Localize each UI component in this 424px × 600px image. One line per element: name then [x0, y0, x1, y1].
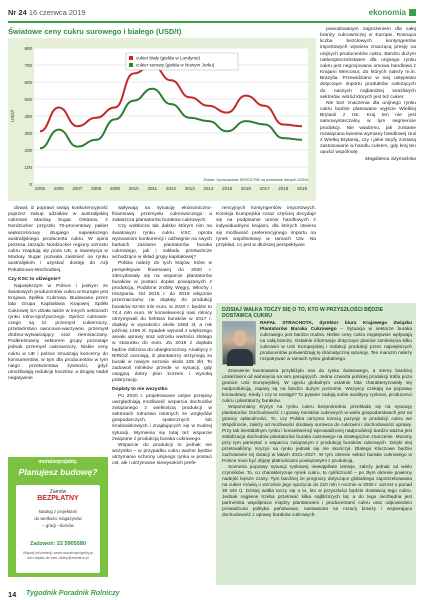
section-label	[369, 8, 416, 17]
y-tick-label: 800	[24, 46, 32, 51]
price-chart	[8, 38, 316, 201]
x-tick-label: 2019	[296, 186, 308, 191]
x-tick-label: 2013	[184, 186, 195, 191]
issue-number: Nr 24	[8, 8, 27, 17]
ad-card	[16, 485, 100, 573]
chart-title: Światowe ceny cukru surowego i białego (USD/t)	[8, 27, 182, 36]
ad-brand: muratorprojekty.	[38, 459, 78, 465]
x-tick-label: 2009	[109, 186, 120, 191]
paragraph: Zniesienie kwotowania przybliżyło nas do rynku światowego, a stemy bardziej uzależnieni od wahnięcia na nim panujących. Jedna czwarta polskiej produkcji trafia poza granice Unii Europejskiej. W ujęciu globalnym ostatnie lata charakteryzowały się nadprodukcją, zapasy są na bardzo dużym poziomie. Wszyscy czekają na poprawę koniunktury. Kiedy i czy to nastąpi? To pytanie zadają sobie analitycy rynkowi, producenci cukru i plantatorzy buraków.	[222, 369, 412, 404]
x-tick-label: 2005	[34, 186, 46, 191]
ad-offer-label: Zamów	[49, 489, 67, 495]
x-tick-label: 2014	[203, 186, 214, 191]
chart-source: Źródło: Opracowanie IERiGŻ-PIB na podstawie danych USDA	[203, 178, 308, 182]
ad-line: – gracji –domów	[42, 523, 74, 528]
x-tick-label: 2007	[72, 186, 83, 191]
paragraph: – Sytuacja w sektorze buraka cukrowego jest bardzo trudna. Niskie ceny cukru negatywnie wpływają na całą branżę. Ostatnie informacje dotyczące planów zamknięcia kilku cukrowni w Unii Europejskiej i redukcji produkcji przez największych producentów potwierdzają tę dramatyczną sytuację. Ten marazm należy rozpatrywać w ramach rynku globalnego.	[260, 327, 413, 362]
portrait-face	[233, 330, 247, 346]
chart-panel	[8, 38, 316, 201]
subheading: Czy KSC to ulżwignie?	[8, 276, 61, 282]
page-footer	[8, 590, 416, 599]
interviewee-name: RAFAŁ STRACHOTA, dyrektor biura Krajowego Związku Plantatorów Buraka Cukrowego	[260, 321, 412, 332]
legend-label: cukier biały (giełda w Londynie)	[136, 55, 201, 61]
legend-swatch	[129, 56, 133, 60]
header-rule	[8, 21, 416, 23]
magazine-logo: Tygodnik Poradnik Rolniczy	[26, 590, 120, 597]
x-tick-label: 2010	[128, 186, 139, 191]
ad-line: katalog z projektami	[38, 509, 78, 514]
ad-offer	[16, 489, 100, 502]
section-name: ekonomia	[368, 8, 406, 17]
subheading: Dopłaty to nie wszystko	[112, 386, 168, 392]
paragraph: powodowanym zagrożeniem dla całej branży cukrowniczej w Europie. Rosnąca liczba bezcłowych kontyngentów importowych wywiera znaczącą presję na unijnych producentów cukru. Bardzo dużym niebezpieczeństwem dla unijnego rynku cukru jest negocjowana umowa handlowa z Krajami Mercosur, do których należy m.in. Brazylia. Przewidziano w niej ustępstwo dotyczące importu produktów należących do naszych najbardziej wrażliwych sektorów, wśród których jest też cukier.	[320, 27, 416, 100]
issue-info	[8, 8, 86, 17]
portrait-suit	[227, 349, 253, 366]
y-tick-label: 100	[24, 165, 32, 170]
x-tick-label: 2008	[91, 186, 102, 191]
x-tick-label: 2016	[240, 186, 251, 191]
interview-body	[222, 369, 412, 519]
y-tick-label: 500	[24, 97, 32, 102]
chart-svg	[8, 38, 316, 201]
legend-swatch	[129, 63, 133, 67]
paragraph: Wsparcie do produkcji to jednak nie wszystko – w przypadku cukru ważne będzie utrzymanie ochrony unijnego rynku w postaci ceł, ale i utrzymanie niewysokich prefe-	[112, 442, 212, 467]
article-column-3	[216, 206, 316, 249]
paragraph: Największym w Polsce i jednym ze światowych producentów cukru w Europie jest Krajowa Spółka Cukrowa. Budowana przez lata Grupa Kapitałowa Krajowej Spółki Cukrowej SA działa także w innych sektorach rynku rolno-spożywczego. Oprócz cukrowni-czego są to: przemysł cukierniczy, przetwórstwo owocowo-warzywne, przemysł drobno-wytwarzający oraz ziemniaczany. Podkreśmamy sektorem grupy pozostaje jednak przemysł cukrowniczy. Niskie ceny cukru w UE i polsce zmuszają koncerny do konsumentów, w tym dla producentów w tym niego przetwórstwa żywności, gdyż umożliwiają redukcję kosztów, a drugiej nadal negatywnie	[8, 283, 108, 382]
section-square-icon	[409, 9, 416, 16]
page-number: 14	[8, 590, 17, 599]
article-column-1	[8, 206, 108, 382]
y-tick-label: 0	[29, 182, 32, 187]
page-header	[8, 8, 416, 20]
interview-title: DZISIAJ WAŁKA TOCZY SIĘ O TO, KTO W PRZYSZŁOŚCI BĘDZIE DOSTAWCĄ CUKRU	[222, 307, 384, 320]
interview-intro	[260, 321, 412, 363]
y-tick-label: 200	[24, 148, 32, 153]
author-signature: Magdalena Szymańska	[365, 157, 416, 163]
y-axis-label: USD/t	[10, 109, 15, 123]
ad-headline: Planujesz budowę?	[18, 467, 98, 477]
portrait-photo	[222, 321, 256, 365]
paragraph: Po 2020 r. projektowane unijne przepisy uwzględniają możliwość wsparcia dochodów związanego z wielkością produkcji w sektorach rolnictwa istotnych ze względów gospodarczych, społecznych lub środowiskowych i znajdujących się w trudnej sytuacji. Wymienia się tutaj też wsparcie związane z produkcją buraka cukrowego.	[112, 393, 212, 442]
x-tick-label: 2018	[278, 186, 289, 191]
paragraph: Czy wobłocza tak dalsko którym nim na światowym rynku cukru KSC oprota wyzwaniom konkurencji i udźwignie na swych barkach zarówno plantatorów buraka cukrowego, jak i zakładu przetwórcze wchodzące w skład grupy kapitałowej?	[112, 224, 212, 261]
ad-line: do wielkości magazynów	[34, 516, 82, 521]
article-column-4	[320, 27, 416, 163]
ad-phone[interactable]: Zadzwoń: 22 5905580	[30, 541, 86, 547]
x-tick-label: 2011	[147, 186, 158, 191]
issue-date: 16 czerwca 2019	[28, 8, 86, 17]
y-tick-label: 700	[24, 63, 32, 68]
paragraph: dował, iż poprawi swoją konkurencyjność poprzez zakup udziałów w australijskiej cukrowni Mackay Sugar. Ostatnio, z Nordzucker przyszło 70-procentowy pakiet większościowy drugiego największego australijskiego producenta cukru. W opinii prezesa zarządu Nordzucker regiony wzrostu cukru znajdują się poza UE, a inwestycja w Mackay Sugar pozwala zaistnieć na rynku australijskim i uzyskać dostęp do Azji Południowo-Wschodniej.	[8, 206, 108, 273]
legend-label: cukier surowy (giełda w Nowym Jorku)	[136, 62, 215, 68]
ad-small-line: Więcej informacji: www.muratorprojekty.pl	[23, 551, 93, 555]
ad-free-word: BEZPŁATNY	[37, 495, 79, 502]
y-tick-label: 600	[24, 80, 32, 85]
x-tick-label: 2012	[165, 186, 177, 191]
paragraph: Sceneria poprawy sytuacji rynkowej niewątpliwie istnieje, zależy jednak od wielu czynników. To, co charakteryzuje rynek cukru, to cykliczność – po złym okresie powinny nadejść lepsze czasy. Tym bardziej że prognozy dotyczące globalnego zapotrzebowania na cukier mówią o wzroście jego spożycia do 220 mln t rocznie w 2030 r. wzrost o ponad 30 mln t). Dzisiaj walka toczy się o to, kto w przyszłości będzie dostawcą tego cukru. Jednak najpierw trzeba przetrwać kilka najbliższych lat, a do tego niezbędna jest partnerska współpraca między plantatorami i producentami cukru oraz odpowiednio prowadzona polityka państwowa, nastawiona na rozwój branży i wspierająca dochodowość z uprawy buraków cukrowych.	[222, 465, 412, 518]
article-column-2	[112, 206, 212, 468]
paragraph: Wspomniany kryzys na rynku cukru bezpośrednio przekłada się na sytuację plantatorów. Dochodowość z uprawy buraków cukrowych w wielu gospodarstwach jest na granicy opłacalności. To, czy Polska utrzyma trzecią pozycję w produkcji cukru we Wspólnocie, zależy od możliwości dostawy surowca do cukrowni i dochodowości uprawy. Przy tak niestabilnym rynku i konsekwencji wprowadzonej nadprodukcji bardzo ważna jest stabilizacja dochodów plantatorów buraka cukrowego na strategiczne znaczenie. Musimy przy tym pamiętać o wsparciu związanym z produkcją buraków cukrowych. Dzięki niej przetrwaliśmy. Kryzys na rynku jednak się nie skończył. Dlatego Kluczowe będzie zachowanie tej dotacji w latach 2021–2027. W tym okresie sektor buraka cukrowego w Polsce musi być objęty płatnościami powiązanymi z produkcją.	[222, 405, 412, 464]
advertisement[interactable]	[8, 457, 108, 577]
ad-small-print	[16, 551, 100, 560]
paragraph: Polska należy do tych krajów, które w perspektywie finansowej do 2020 r. zdecydowały się na wsparcie plantatorów buraków w postaci dopłat powiązanych z produkcją. Podobne zrobiły Węgry, Włochy i Hiszpania. Od 2015 r. do 2019 włącznie przeznaczamy na dopłaty do produkcji buraków 82-83 mln euro, w 2020 r. będzie to 74,4 mln euro. W konsekwencji nasi rolnicy otrzymywali do hektara buraków w 2017 r. dopłaty w wysokości około 1563 zł, a rok później 1496 zł. Spadek wynosił z większego areału uprawy oraz wzrostu wartości złotego w stosunku do euro. Za 2019 z dopłata będzie zbliżona do ubiegłorocznej. Analitycy z IERiGŻ oceniają, iż plantatorzy otrzymają za buraki w nowym sezonie około 105 zł/t. To zadowoli rolników przede w sytuacji, gdy osiągną dobry plon korzeni i wysoką polaryzację.	[112, 261, 212, 384]
y-tick-label: 300	[24, 131, 32, 136]
paragraph: wpływają na sytuację ekonomiczno-finansową przemysłu cukrowniczego a zwłaszcza plantatorów buraków cukrowych.	[112, 206, 212, 224]
paragraph: Nie bez znaczenia dla unijnego rynku cukru będzie planowane wyjście Wielkiej Brytanii z UE. Kraj ten nie jest samowystarczalny w tym segmencie produkcji. Nie wiadomo, jak zostanie rozwiązana kwestia wymiany handlowej Unii z Wielką Brytanią, czy i jakie taryfy zostaną zastosowane w handlu cukrem, gdy kraj ten opuści wspólnotę.	[320, 100, 416, 156]
x-tick-label: 2015	[222, 186, 233, 191]
paragraph: rencyjnych kontyngentów importowych. Komisja Europejska coraz częściej decyduje się na podpisanie umów handlowych z indywidualnymi krajami, dla których otwiera się możliwość preferencyjnego importu na rynek wspólnotowy w ramach tzw. Na przykład, co jest w dłuższej perspektywie	[216, 206, 316, 248]
y-tick-label: 400	[24, 114, 32, 119]
ad-small-line: lub napisz do nas: sklep@murator.pl	[27, 555, 89, 560]
interview-box	[216, 303, 416, 585]
x-tick-label: 2006	[53, 186, 64, 191]
x-tick-label: 2017	[259, 186, 270, 191]
